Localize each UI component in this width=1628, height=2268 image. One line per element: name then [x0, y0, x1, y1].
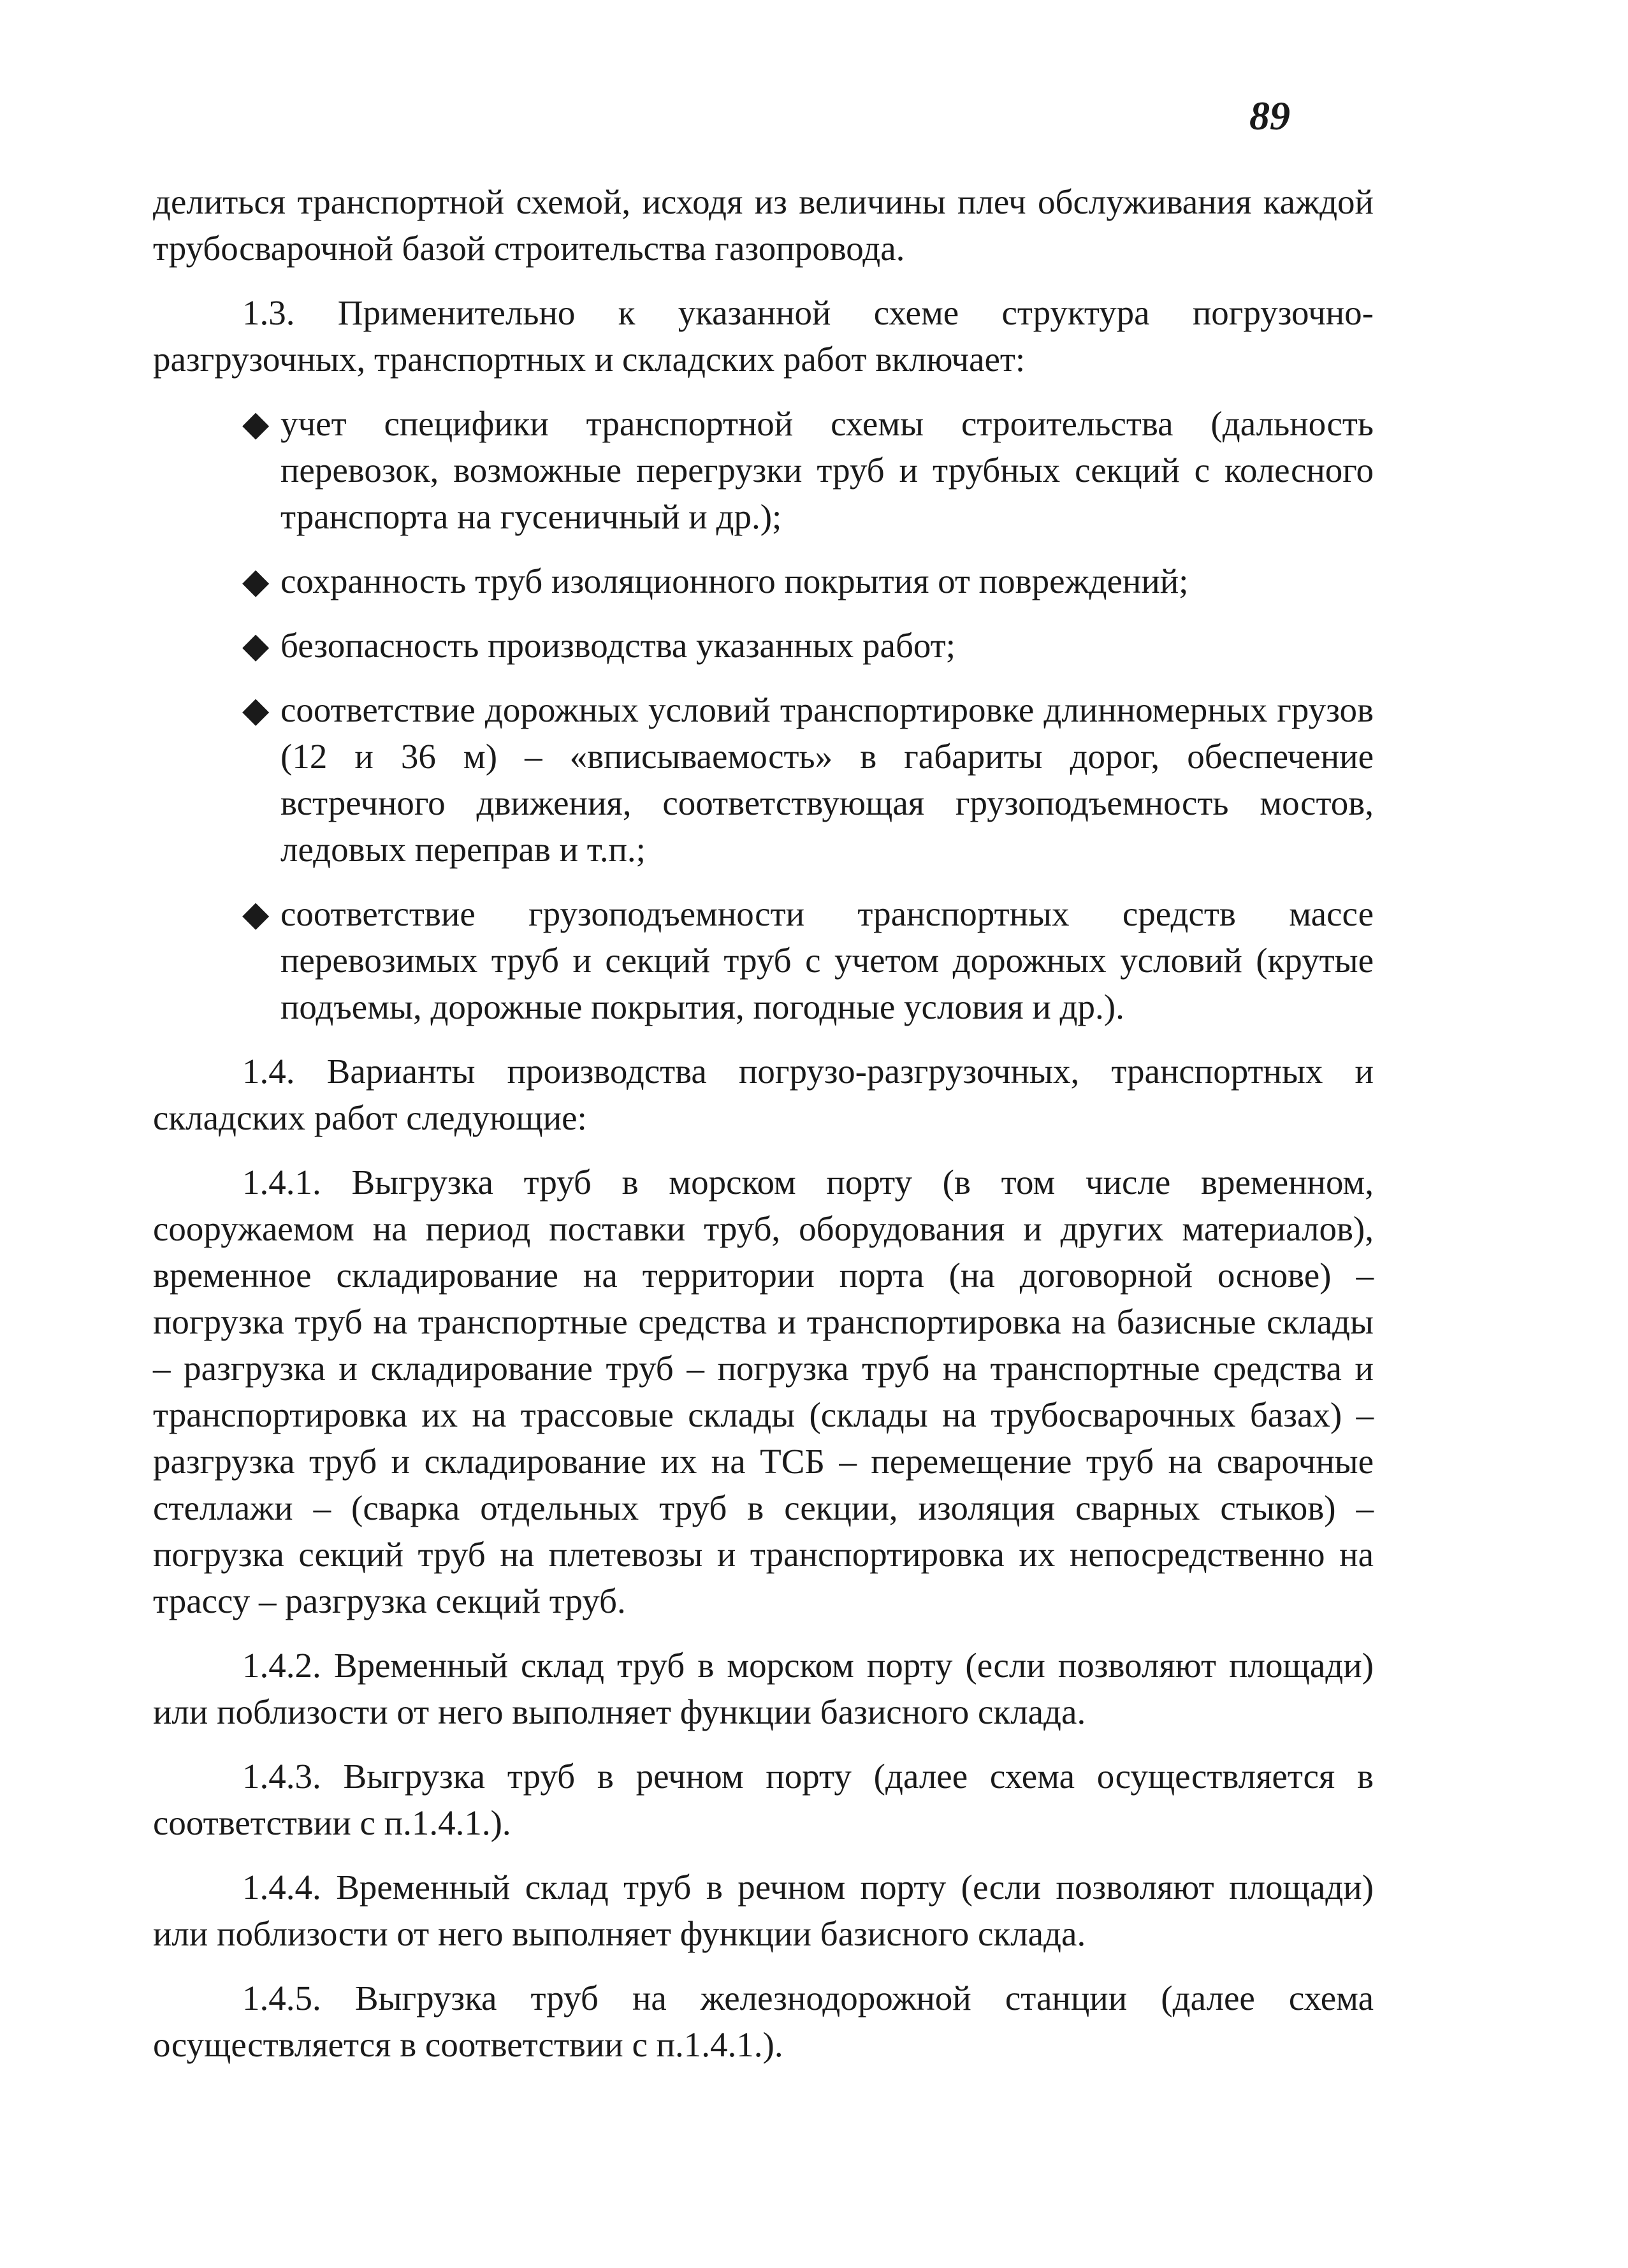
list-item-text: соответствие дорожных условий транспортировке длинномерных грузов (12 и 36 м) – «вписываемость» в габариты дорог, обеспечение встречного движения, соответствующая грузоподъемность мостов, ледовых переправ и т.п.;: [280, 690, 1374, 869]
diamond-bullet-icon: ◆: [242, 404, 270, 443]
list-item: [153, 890, 1374, 1030]
bullet-list: [153, 400, 1374, 1030]
page-content: [153, 178, 1374, 2086]
paragraph-continuation: делиться транспортной схемой, исходя из величины плеч обслуживания каждой трубосварочной базой строительства газопровода.: [153, 182, 1374, 268]
paragraph-1-4-3: 1.4.3. Выгрузка труб в речном порту (далее схема осуществляется в соответствии с п.1.4.1.).: [153, 1757, 1374, 1842]
diamond-bullet-icon: ◆: [242, 690, 270, 729]
list-item-text: соответствие грузоподъемности транспортных средств массе перевозимых труб и секций труб с учетом дорожных условий (крутые подъемы, дорожные покрытия, погодные условия и др.).: [280, 894, 1374, 1026]
page-number: 89: [1249, 93, 1290, 138]
paragraph-1-4-5: 1.4.5. Выгрузка труб на железнодорожной станции (далее схема осуществляется в соответствии с п.1.4.1.).: [153, 1979, 1374, 2064]
list-item: [153, 400, 1374, 540]
list-item-text: сохранность труб изоляционного покрытия от повреждений;: [280, 562, 1189, 600]
paragraph-1-4: 1.4. Варианты производства погрузо-разгрузочных, транспортных и складских работ следующие:: [153, 1052, 1374, 1137]
diamond-bullet-icon: ◆: [242, 626, 270, 665]
list-item: [153, 687, 1374, 873]
paragraph-1-4-4: 1.4.4. Временный склад труб в речном порту (если позволяют площади) или поблизости от него выполняет функции базисного склада.: [153, 1868, 1374, 1953]
list-item-text: учет специфики транспортной схемы строительства (дальность перевозок, возможные перегрузки труб и трубных секций с колесного транспорта на гусеничный и др.);: [280, 404, 1374, 536]
list-item: [153, 622, 1374, 669]
paragraph-1-3: 1.3. Применительно к указанной схеме структура погрузочно-разгрузочных, транспортных и складских работ включает:: [153, 293, 1374, 379]
list-item: [153, 558, 1374, 604]
diamond-bullet-icon: ◆: [242, 562, 270, 600]
paragraph-1-4-2: 1.4.2. Временный склад труб в морском порту (если позволяют площади) или поблизости от него выполняет функции базисного склада.: [153, 1646, 1374, 1731]
list-item-text: безопасность производства указанных работ;: [280, 626, 956, 665]
paragraph-1-4-1: 1.4.1. Выгрузка труб в морском порту (в том числе временном, сооружаемом на период поставки труб, оборудования и других материалов), временное складирование на территории порта (на договорной основе) – погрузка труб на транспортные средства и транспортировка на базисные склады – разгрузка и складирование труб – погрузка труб на транспортные средства и транспортировка их на трассовые склады (склады на трубосварочных базах) – разгрузка труб и складирование их на ТСБ – перемещение труб на сварочные стеллажи – (сварка отдельных труб в секции, изоляция сварных стыков) – погрузка секций труб на плетевозы и транспортировка их непосредственно на трассу – разгрузка секций труб.: [153, 1163, 1374, 1620]
diamond-bullet-icon: ◆: [242, 894, 270, 933]
